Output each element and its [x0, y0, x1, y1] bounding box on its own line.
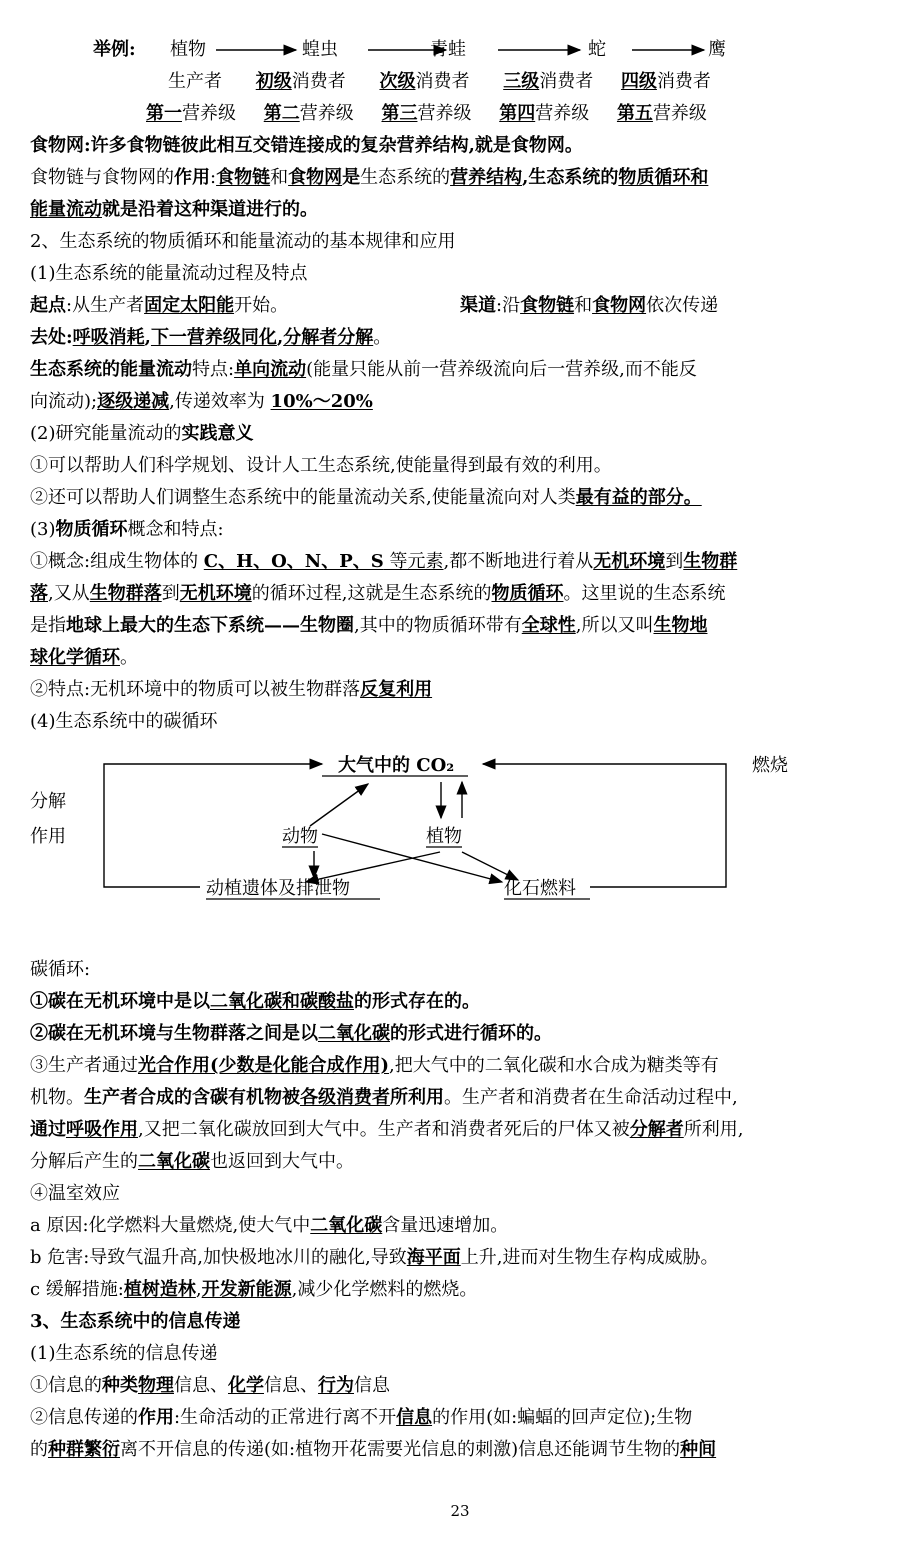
text-line [30, 1374, 900, 1398]
text-line [30, 1310, 900, 1334]
trophic-level-item: 第一营养级 [146, 103, 236, 124]
text-segment: 二氧化碳 [310, 1215, 383, 1236]
text-segment: 是 [342, 167, 361, 188]
text-segment: 的 [30, 1439, 48, 1460]
text-segment: ②特点:无机环境中的物质可以被生物群落 [30, 679, 361, 700]
text-line [30, 1278, 900, 1302]
text-line [30, 422, 900, 446]
text-segment: ②碳在无机环境与生物群落之间是以 [30, 1023, 318, 1044]
text-segment: 食物链 [520, 295, 575, 316]
text-segment: 等元素 [383, 551, 444, 572]
page-number: 23 [450, 1502, 470, 1520]
text-line [30, 358, 900, 382]
trophic-level-item: 第二营养级 [263, 103, 354, 124]
remains-label: 动植遗体及排泄物 [206, 878, 350, 899]
text-segment: 信息、 [174, 1375, 228, 1396]
chain-organism-5: 鹰 [708, 39, 726, 60]
text-segment: :生命活动的正常进行离不开 [174, 1407, 397, 1428]
text-segment: 光合作用(少数是化能合成作用) [138, 1055, 390, 1076]
text-line [30, 230, 900, 254]
respiration-arrow [310, 784, 368, 826]
text-line [30, 1118, 900, 1142]
text-segment: 和 [574, 295, 593, 316]
text-segment: 食物网 [288, 167, 343, 188]
chain-organism-1: 植物 [170, 39, 206, 60]
text-line [30, 958, 900, 982]
text-line [30, 134, 900, 158]
text-segment: 物质循环和 [618, 167, 709, 188]
text-segment: ④温室效应 [30, 1183, 120, 1204]
text-segment: 实践意义 [181, 423, 254, 444]
text-segment: 各级消费者 [300, 1087, 390, 1108]
text-segment: ②信息传递的 [30, 1407, 138, 1428]
text-segment: 物质循环 [491, 583, 564, 604]
text-segment: ①信息的 [30, 1375, 102, 1396]
text-segment: (能量只能从前一营养级流向后一营养级,而不能反 [306, 359, 697, 380]
consumer-row [168, 70, 711, 94]
text-segment: 的形式进行循环的。 [390, 1023, 552, 1044]
text-segment: 食物网 [30, 135, 84, 156]
text-segment: (3) [30, 519, 56, 540]
text-segment: 信息、 [264, 1375, 318, 1396]
text-line [30, 1022, 900, 1046]
text-segment: 营养结构 [450, 167, 523, 188]
consumer-item: 四级消费者 [620, 71, 711, 92]
text-line [30, 1086, 900, 1110]
text-segment: 行为 [318, 1375, 354, 1396]
text-segment: 呼吸作用 [66, 1119, 138, 1140]
text-segment: 2、生态系统的物质循环和能量流动的基本规律和应用 [30, 231, 456, 252]
text-segment: 海平面 [406, 1247, 461, 1268]
text-segment: 到 [665, 551, 684, 572]
carbon-cycle-diagram [0, 754, 920, 924]
text-segment: 。 [373, 327, 392, 348]
text-segment: 食物链与食物网的 [30, 167, 174, 188]
text-line [30, 710, 900, 734]
text-segment: 起点 [30, 295, 66, 316]
text-segment: :许多食物链彼此相互交错连接成的复杂营养结构,就是食物网。 [84, 135, 583, 156]
channel-text [460, 294, 718, 318]
text-segment: 通过 [30, 1119, 66, 1140]
text-segment: 生态系统的能量流动 [30, 359, 192, 380]
text-segment: :沿 [496, 295, 521, 316]
text-segment: ,传递效率为 [169, 391, 271, 412]
text-segment: 分解者 [629, 1119, 684, 1140]
text-segment: 无机环境 [179, 583, 252, 604]
text-segment: , [276, 327, 284, 348]
text-line [30, 614, 900, 638]
text-segment: 化学 [228, 1375, 264, 1396]
burn-label: 燃烧 [752, 755, 788, 776]
text-segment: 反复利用 [360, 679, 433, 700]
text-segment: (1)生态系统的能量流动过程及特点 [30, 263, 308, 284]
chain-organism-3: 青蛙 [430, 39, 466, 60]
text-line [30, 486, 900, 510]
text-line [30, 166, 900, 190]
text-segment: C、H、O、N、P、S [203, 551, 384, 572]
plant-to-fossil-arrow [462, 852, 518, 880]
trophic-level-item: 第三营养级 [381, 103, 472, 124]
text-segment: 生物群落 [89, 583, 162, 604]
text-segment: 去处 [30, 327, 66, 348]
text-segment: 特点: [192, 359, 235, 380]
animal-label: 动物 [282, 826, 318, 847]
text-segment: 下一营养级同化 [150, 327, 277, 348]
text-segment: ,所以又叫 [575, 615, 654, 636]
text-segment: :从生产者 [66, 295, 145, 316]
decompose-label-1: 分解 [30, 791, 66, 812]
text-segment: 二氧化碳 [138, 1151, 210, 1172]
text-segment: 呼吸消耗 [72, 327, 145, 348]
text-line [30, 390, 900, 414]
text-segment: 二氧化碳 [318, 1023, 390, 1044]
text-segment: ,把大气中的二氧化碳和水合成为糖类等有 [389, 1055, 719, 1076]
text-segment: 碳循环: [30, 959, 91, 980]
text-segment: 依次传递 [646, 295, 719, 316]
text-segment: ,其中的物质循环带有 [354, 615, 522, 636]
text-segment: 全球性 [521, 615, 576, 636]
text-line [30, 1406, 900, 1430]
text-segment: 逐级递减 [97, 391, 170, 412]
trophic-level-item: 第四营养级 [499, 103, 590, 124]
text-segment: 含量迅速增加。 [382, 1215, 509, 1236]
text-segment: 生态系统的 [360, 167, 451, 188]
text-segment: a 原因:化学燃料大量燃烧,使大气中 [30, 1215, 311, 1236]
text-segment: 固定太阳能 [144, 295, 235, 316]
text-segment: 物理 [138, 1375, 174, 1396]
text-segment: 是指 [30, 615, 66, 636]
text-segment: (2)研究能量流动的 [30, 423, 182, 444]
text-segment: 概念和特点: [127, 519, 224, 540]
trophic-level-row [146, 102, 707, 126]
text-segment: 生物群 [683, 551, 738, 572]
text-segment: 种群繁衍 [48, 1439, 120, 1460]
text-segment: 也返回到大气中。 [210, 1151, 354, 1172]
text-segment: ,减少化学燃料的燃烧。 [291, 1279, 478, 1300]
text-segment: ②还可以帮助人们调整生态系统中的能量流动关系,使能量流向对人类 [30, 487, 576, 508]
text-segment: 离不开信息的传递(如:植物开花需要光信息的刺激)信息还能调节生物的 [120, 1439, 681, 1460]
text-segment: 。 [120, 647, 138, 668]
text-segment: 的形式存在的。 [354, 991, 480, 1012]
text-segment: c 缓解措施: [30, 1279, 124, 1300]
text-segment: 生产者合成的含碳有机物被 [84, 1087, 300, 1108]
text-segment: , [144, 327, 151, 348]
text-segment: 分解者分解 [283, 327, 374, 348]
text-segment: 无机环境 [593, 551, 666, 572]
text-segment: 开发新能源 [201, 1279, 292, 1300]
text-segment: : [210, 167, 217, 188]
food-chain-arrows [0, 38, 920, 62]
consumer-item: 三级消费者 [503, 71, 594, 92]
text-line [30, 518, 900, 542]
text-line [30, 678, 900, 702]
text-line [30, 1438, 900, 1462]
text-segment: 3、生态系统中的信息传递 [30, 1311, 241, 1332]
text-line [30, 1246, 900, 1270]
text-segment: ,生态系统的 [522, 167, 619, 188]
text-segment: 物质循环 [55, 519, 128, 540]
text-segment: 植树造林 [123, 1279, 196, 1300]
text-line [30, 582, 900, 606]
text-segment: ,又把二氧化碳放回到大气中。生产者和消费者死后的尸体又被 [138, 1119, 630, 1140]
chain-organism-2: 蝗虫 [302, 39, 338, 60]
text-line [30, 1182, 900, 1206]
text-line [30, 326, 900, 350]
text-segment: 分解后产生的 [30, 1151, 138, 1172]
text-segment: 作用 [174, 167, 210, 188]
text-segment: 作用 [138, 1407, 174, 1428]
text-segment: 最有益的部分。 [575, 487, 702, 508]
text-segment: 信息 [396, 1407, 433, 1428]
text-segment: 的循环过程,这就是生态系统的 [251, 583, 492, 604]
consumer-item: 次级消费者 [379, 71, 470, 92]
text-segment: b 危害:导致气温升高,加快极地冰川的融化,导致 [30, 1247, 407, 1268]
text-segment: 向流动); [30, 391, 98, 412]
text-segment: ,都不断地进行着从 [443, 551, 594, 572]
text-segment: ①概念:组成生物体的 [30, 551, 204, 572]
fossil-fuel-label: 化石燃料 [504, 878, 576, 899]
text-segment: 。这里说的生态系统 [563, 583, 726, 604]
text-line [30, 1342, 900, 1366]
text-segment: 到 [161, 583, 180, 604]
text-line [30, 198, 900, 222]
text-segment: 所利用 [390, 1087, 444, 1108]
combustion-loop-line [483, 764, 726, 887]
text-segment: 的作用(如:蝙蝠的回声定位);生物 [432, 1407, 693, 1428]
decompose-label-2: 作用 [30, 826, 66, 847]
text-segment: ③生产者通过 [30, 1055, 138, 1076]
text-segment: 生物地 [653, 615, 708, 636]
consumer-item: 生产者 [168, 71, 222, 92]
text-segment: (4)生态系统中的碳循环 [30, 711, 218, 732]
text-segment: ①碳在无机环境中是以 [30, 991, 210, 1012]
atmosphere-co2-label: 大气中的 CO₂ [338, 755, 455, 776]
text-segment: 就是沿着这种渠道进行的。 [102, 199, 318, 220]
text-line [30, 262, 900, 286]
trophic-level-item: 第五营养级 [616, 103, 707, 124]
text-line [30, 1214, 900, 1238]
text-line [30, 1054, 900, 1078]
text-line [30, 990, 900, 1014]
text-segment: 所利用, [683, 1119, 744, 1140]
text-segment: 食物链 [216, 167, 271, 188]
text-segment: 10%～20% [270, 391, 373, 412]
example-label: 举例: [93, 39, 136, 60]
text-line [30, 454, 900, 478]
text-segment: 单向流动 [234, 359, 307, 380]
text-segment: : [66, 327, 73, 348]
text-segment: 能量流动 [30, 199, 102, 220]
text-segment: 信息 [354, 1375, 390, 1396]
text-segment: , [195, 1279, 202, 1300]
text-segment: 。生产者和消费者在生命活动过程中, [444, 1087, 738, 1108]
plant-label: 植物 [426, 826, 462, 847]
text-segment: 开始。 [234, 295, 289, 316]
text-line [30, 550, 900, 574]
text-segment: 球化学循环 [30, 647, 120, 668]
text-line [30, 646, 900, 670]
chain-organism-4: 蛇 [588, 39, 606, 60]
text-segment: 食物网 [592, 295, 647, 316]
text-segment: 和 [270, 167, 289, 188]
text-segment: 二氧化碳和碳酸盐 [210, 991, 354, 1012]
consumer-item: 初级消费者 [255, 71, 346, 92]
text-segment: (1)生态系统的信息传递 [30, 1343, 218, 1364]
text-segment: 上升,进而对生物生存构成威胁。 [460, 1247, 719, 1268]
text-segment: 落 [30, 583, 48, 604]
text-segment: 种间 [680, 1439, 717, 1460]
text-line [30, 1150, 900, 1174]
text-segment: 种类 [102, 1375, 138, 1396]
text-segment: 渠道 [460, 295, 496, 316]
text-segment: 机物。 [30, 1087, 84, 1108]
text-segment: ①可以帮助人们科学规划、设计人工生态系统,使能量得到最有效的利用。 [30, 455, 612, 476]
text-segment: 地球上最大的生态下系统——生物圈 [66, 615, 354, 636]
text-segment: ,又从 [48, 583, 90, 604]
